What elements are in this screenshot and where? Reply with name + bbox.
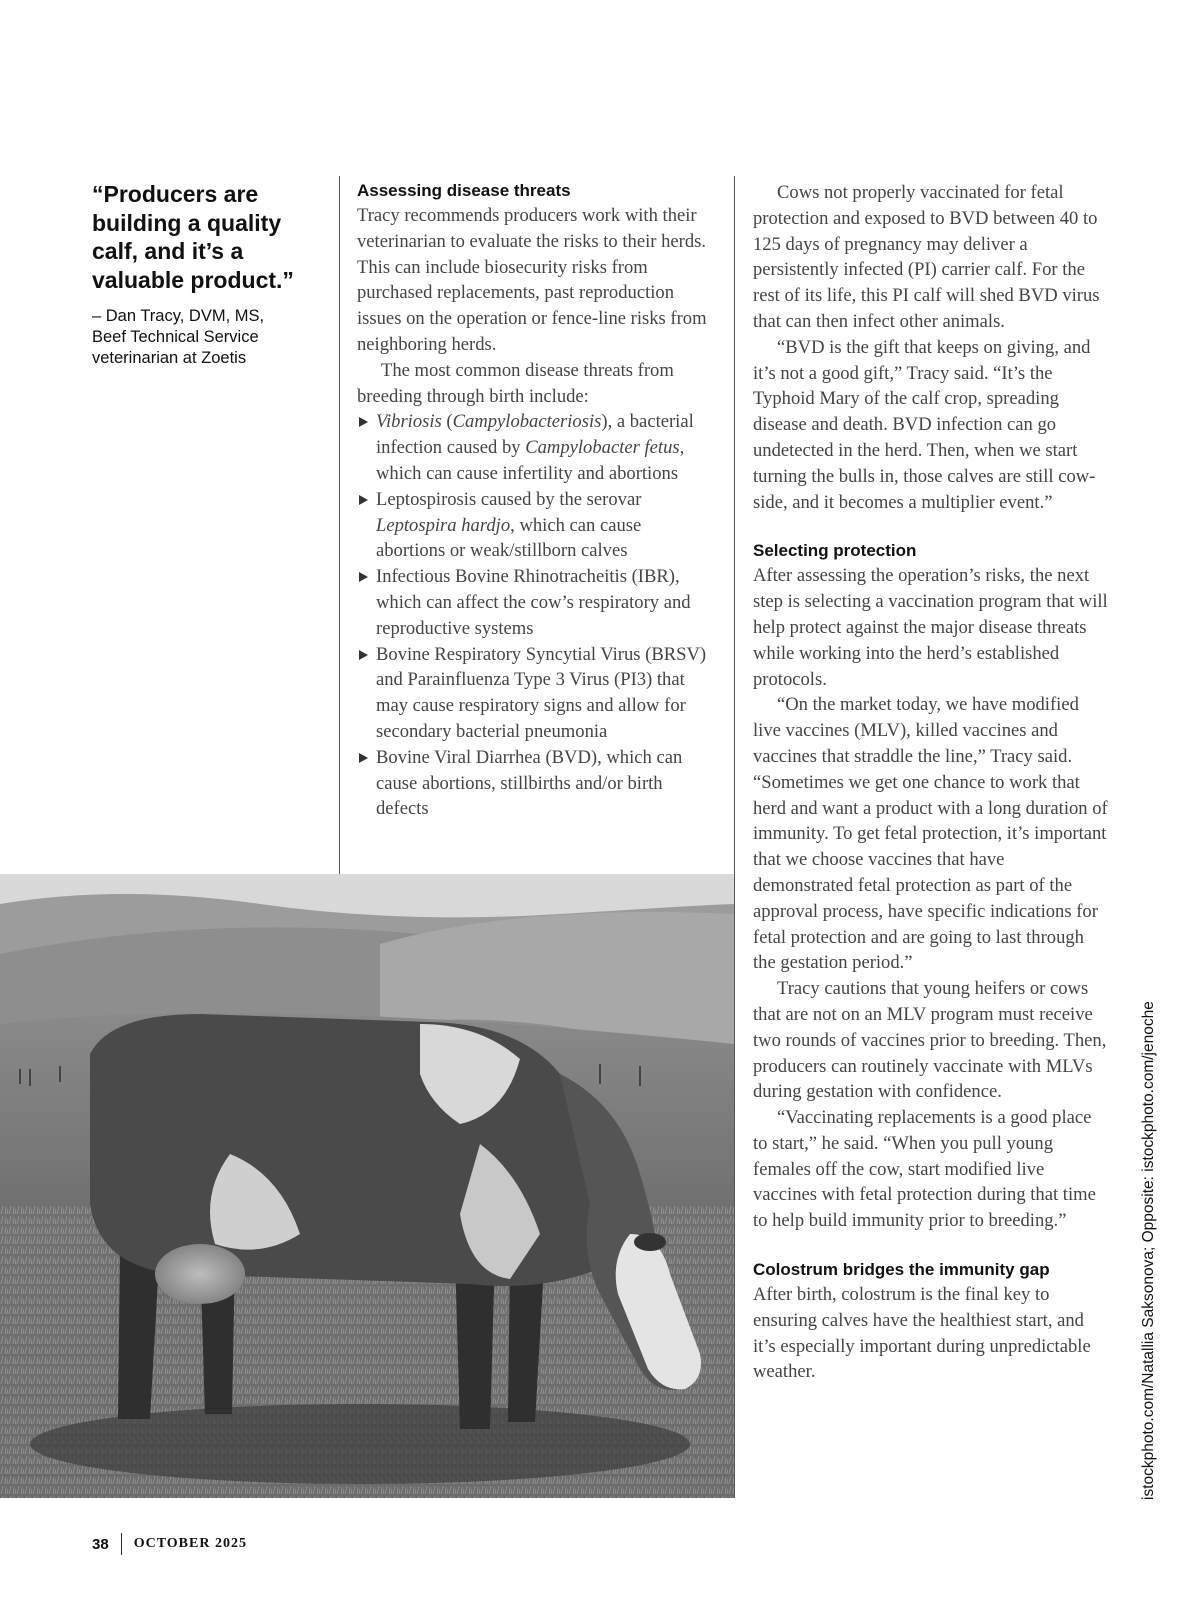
right-paragraph-7: After birth, colostrum is the final key to ensuring calves have the healthiest start, and it’s especially important during unpredictable weather. — [753, 1284, 1091, 1383]
column-divider-left — [339, 176, 340, 874]
pull-quote-attribution: – Dan Tracy, DVM, MS, Beef Technical Service veterinarian at Zoetis — [92, 307, 265, 367]
middle-column — [357, 180, 707, 822]
list-item: Vibriosis (Campylobacteriosis), a bacterial infection caused by Campylobacter fetus, which can cause infertility and abortions — [357, 409, 707, 486]
disease-list — [357, 409, 707, 822]
middle-paragraph-2: The most common disease threats from breeding through birth include: — [357, 359, 674, 407]
right-paragraph-1: Cows not properly vaccinated for fetal protection and exposed to BVD between 40 to 125 days of pregnancy may deliver a persistently infected (PI) carrier calf. For the rest of its life, this PI calf will shed BVD virus that can then infect other animals. — [753, 182, 1100, 332]
section-heading-selecting: Selecting protection — [753, 541, 917, 561]
issue-date: OCTOBER 2025 — [133, 1536, 247, 1551]
pull-quote — [92, 180, 312, 369]
page-footer — [92, 1531, 247, 1557]
section-heading-assessing: Assessing disease threats — [357, 181, 571, 200]
list-item: Leptospirosis caused by the serovar Leptospira hardjo, which can cause abortions or weak/stillborn calves — [357, 487, 707, 564]
bullet-triangle-icon — [359, 495, 368, 505]
right-paragraph-5: Tracy cautions that young heifers or cows that are not on an MLV program must receive two rounds of vaccines prior to breeding. Then, producers can routinely vaccinate with MLVs during gestation with confidence. — [753, 978, 1107, 1103]
cow-photo — [0, 874, 734, 1498]
middle-paragraph-1: Tracy recommends producers work with their veterinarian to evaluate the risks to their herds. This can include biosecurity risks from purchased replacements, past reproduction issues on the operation or fence-line risks from neighboring herds. — [357, 205, 707, 355]
footer-divider — [121, 1533, 122, 1555]
list-item: Bovine Viral Diarrhea (BVD), which can cause abortions, stillbirths and/or birth defects — [357, 745, 707, 822]
list-item: Infectious Bovine Rhinotracheitis (IBR), which can affect the cow’s respiratory and reproductive systems — [357, 564, 707, 641]
section-heading-colostrum: Colostrum bridges the immunity gap — [753, 1260, 1050, 1280]
column-divider-right — [734, 176, 735, 1498]
pull-quote-text: “Producers are building a quality calf, and it’s a valuable product.” — [92, 181, 294, 293]
right-paragraph-2: “BVD is the gift that keeps on giving, and it’s not a good gift,” Tracy said. “It’s the Typhoid Mary of the calf crop, spreading disease and death. BVD infection can go undetected in the herd. Then, when we start turning the bulls in, those calves are still cow-side, and it becomes a multiplier event.” — [753, 336, 1096, 513]
bullet-triangle-icon — [359, 572, 368, 582]
bullet-triangle-icon — [359, 753, 368, 763]
list-item: Bovine Respiratory Syncytial Virus (BRSV) and Parainfluenza Type 3 Virus (PI3) that may cause respiratory signs and allow for secondary bacterial pneumonia — [357, 642, 707, 745]
bullet-triangle-icon — [359, 650, 368, 660]
right-paragraph-6: “Vaccinating replacements is a good place to start,” he said. “When you pull young females off the cow, start modified live vaccines with fetal protection during that time to help build immunity prior to breeding.” — [753, 1107, 1096, 1232]
right-column — [753, 180, 1108, 1385]
right-paragraph-4: “On the market today, we have modified live vaccines (MLV), killed vaccines and vaccines that straddle the line,” Tracy said. “Sometimes we get one chance to work that herd and want a product with a long duration of immunity. To get fetal protection, it’s important that we choose vaccines that have demonstrated fetal protection as part of the approval process, have specific indications for fetal protection and are going to last through the gestation period.” — [753, 694, 1108, 974]
right-paragraph-3: After assessing the operation’s risks, the next step is selecting a vaccination program that will help protect against the major disease threats while working into the herd’s established protocols. — [753, 565, 1108, 690]
photo-credit: istockphoto.com/Natallia Saksonova; Opposite: istockphoto.com/jenoche — [1140, 1001, 1157, 1500]
page-number: 38 — [92, 1535, 109, 1553]
bullet-triangle-icon — [359, 417, 368, 427]
